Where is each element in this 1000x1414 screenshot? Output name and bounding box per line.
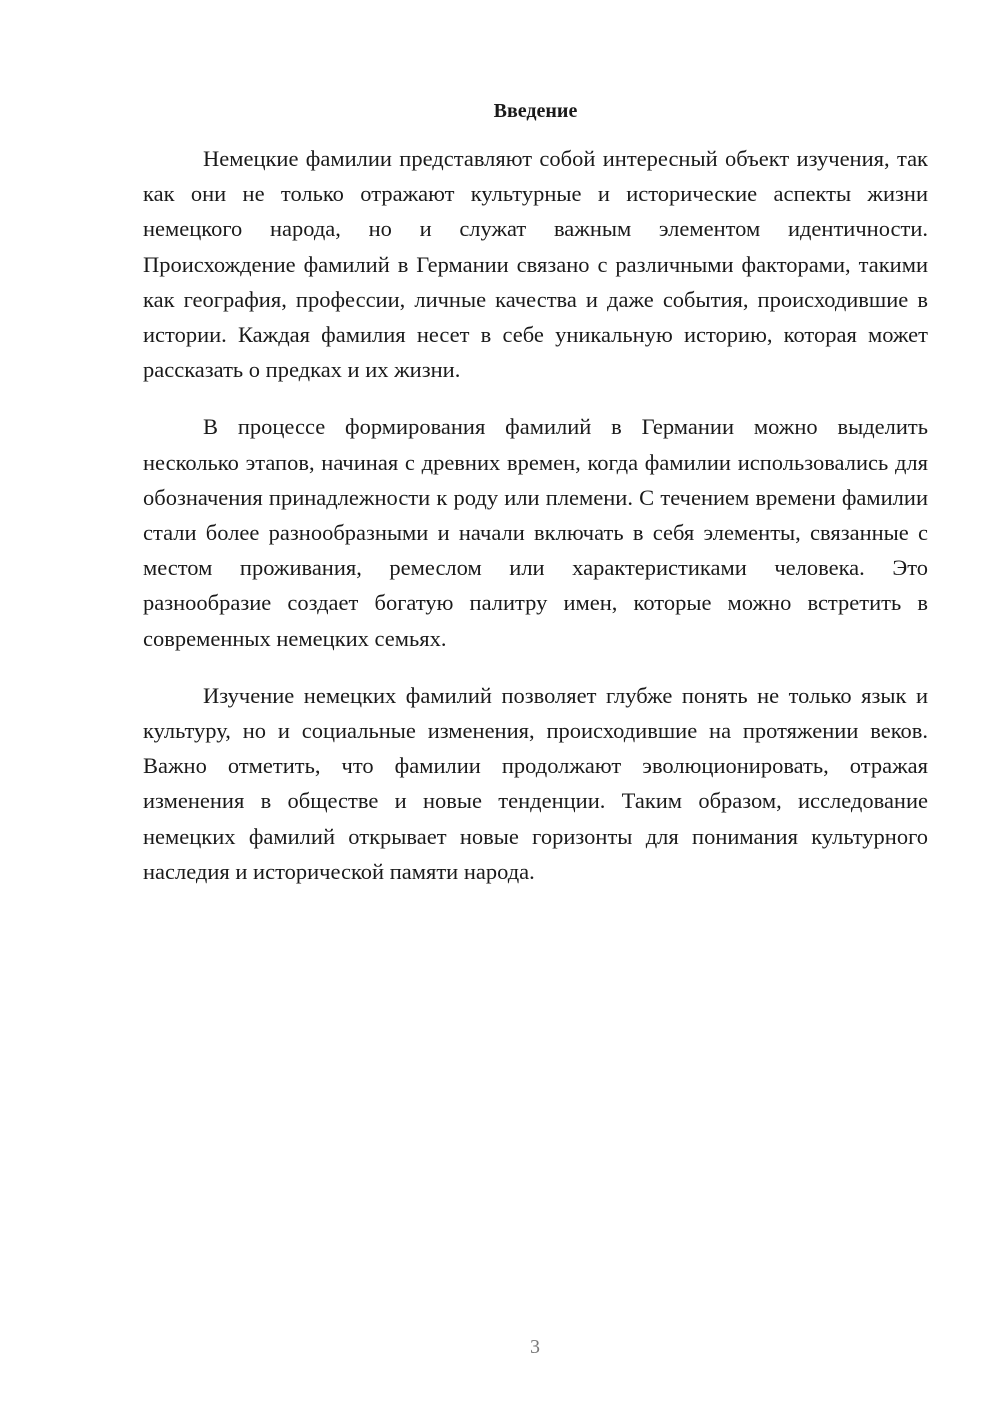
paragraph: Немецкие фамилии представляют собой интересный объект изучения, так как они не только отражают культурные и исторические аспекты жизни немецкого народа, но и служат важным элементом идентичности. Происхождение фамилий в Германии связано с различными факторами, такими как география, профессии, личные качества и даже события, происходившие в истории. Каждая фамилия несет в себе уникальную историю, которая может рассказать о предках и их жизни.: [143, 146, 928, 383]
body-text: [143, 141, 928, 911]
section-heading: Введение: [493, 100, 578, 122]
paragraph: В процессе формирования фамилий в Германии можно выделить несколько этапов, начиная с древних времен, когда фамилии использовались для обозначения принадлежности к роду или племени. С течением времени фамилии стали более разнообразными и начали включать в себя элементы, связанные с местом проживания, ремеслом или характеристиками человека. Это разнообразие создает богатую палитру имен, которые можно встретить в современных немецких семьях.: [143, 414, 928, 651]
page-number: 3: [530, 1336, 540, 1358]
paragraph: Изучение немецких фамилий позволяет глубже понять не только язык и культуру, но и социальные изменения, происходившие на протяжении веков. Важно отметить, что фамилии продолжают эволюционировать, отражая изменения в обществе и новые тенденции. Таким образом, исследование немецких фамилий открывает новые горизонты для понимания культурного наследия и исторической памяти народа.: [143, 682, 928, 884]
